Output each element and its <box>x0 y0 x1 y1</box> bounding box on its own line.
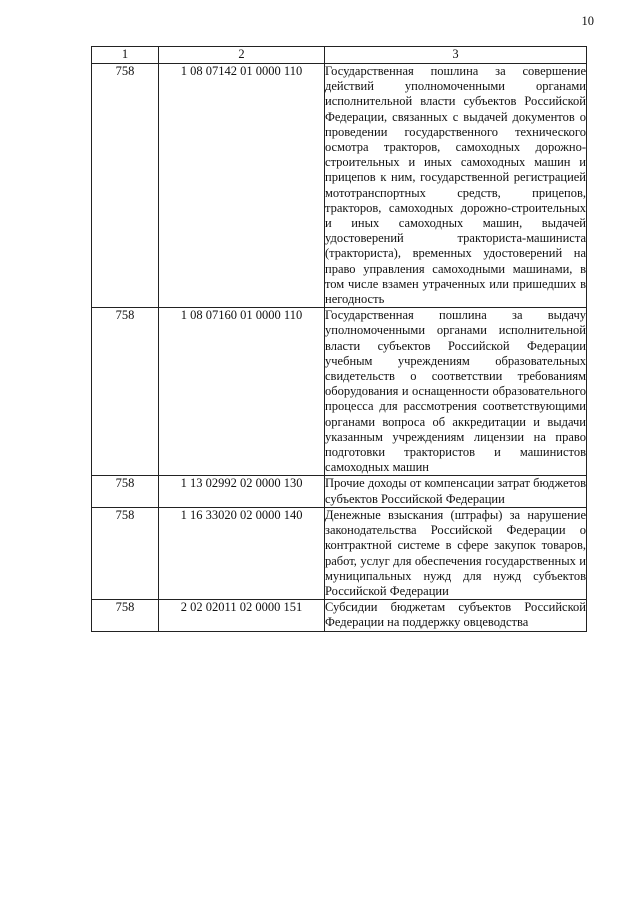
description-cell: Субсидии бюджетам субъектов Российской Федерации на поддержку овцеводства <box>325 600 586 630</box>
description-cell: Государственная пошлина за совершение действий уполномоченными органами исполнительной власти субъектов Российской Федерации, связанных с выдачей документов о проведении государственного технического осмотра тракторов, самоходных дорожно-строительных и иных самоходных машин и прицепов к ним, государственной регистрацией мототранспортных средств, прицепов, тракторов, самоходных дорожно-строительных и иных самоходных машин, выдачей удостоверений тракториста-машиниста (тракториста), временных удостоверений на право управления самоходными машинами, в том числе взамен утраченных или пришедших в негодность <box>325 64 586 307</box>
table-row <box>92 476 587 507</box>
table-header-row <box>92 47 587 64</box>
admin-code-cell: 758 <box>92 308 159 476</box>
page-number: 10 <box>581 14 594 28</box>
admin-code-cell: 758 <box>92 600 159 631</box>
admin-code-cell: 758 <box>92 476 159 507</box>
admin-code-cell: 758 <box>92 64 159 308</box>
table-row <box>92 600 587 631</box>
budget-code-cell: 1 08 07142 01 0000 110 <box>159 64 325 308</box>
budget-code-cell: 1 08 07160 01 0000 110 <box>159 308 325 476</box>
description-cell: Денежные взыскания (штрафы) за нарушение законодательства Российской Федерации о контрактной системе в сфере закупок товаров, работ, услуг для обеспечения государственных и муниципальных нужд для нужд субъектов Российской Федерации <box>325 507 586 598</box>
description-cell: Государственная пошлина за выдачу уполномоченными органами исполнительной власти субъектов Российской Федерации учебным учреждениям образовательных свидетельств о соответствии требованиям оборудования и оснащенности образовательного процесса для рассмотрения соответствующими органами вопроса об аккредитации и выдачи указанным учреждениям лицензии на право подготовки трактористов и машинистов самоходных машин <box>325 308 586 475</box>
header-col-1: 1 <box>92 47 159 64</box>
budget-code-cell: 1 16 33020 02 0000 140 <box>159 507 325 599</box>
header-col-2: 2 <box>159 47 325 64</box>
header-col-3: 3 <box>325 47 587 64</box>
admin-code-cell: 758 <box>92 507 159 599</box>
budget-code-cell: 2 02 02011 02 0000 151 <box>159 600 325 631</box>
table-row <box>92 64 587 308</box>
description-cell: Прочие доходы от компенсации затрат бюджетов субъектов Российской Федерации <box>325 476 586 506</box>
table-row <box>92 507 587 599</box>
budget-classification-table <box>91 46 587 632</box>
budget-code-cell: 1 13 02992 02 0000 130 <box>159 476 325 507</box>
table-row <box>92 308 587 476</box>
